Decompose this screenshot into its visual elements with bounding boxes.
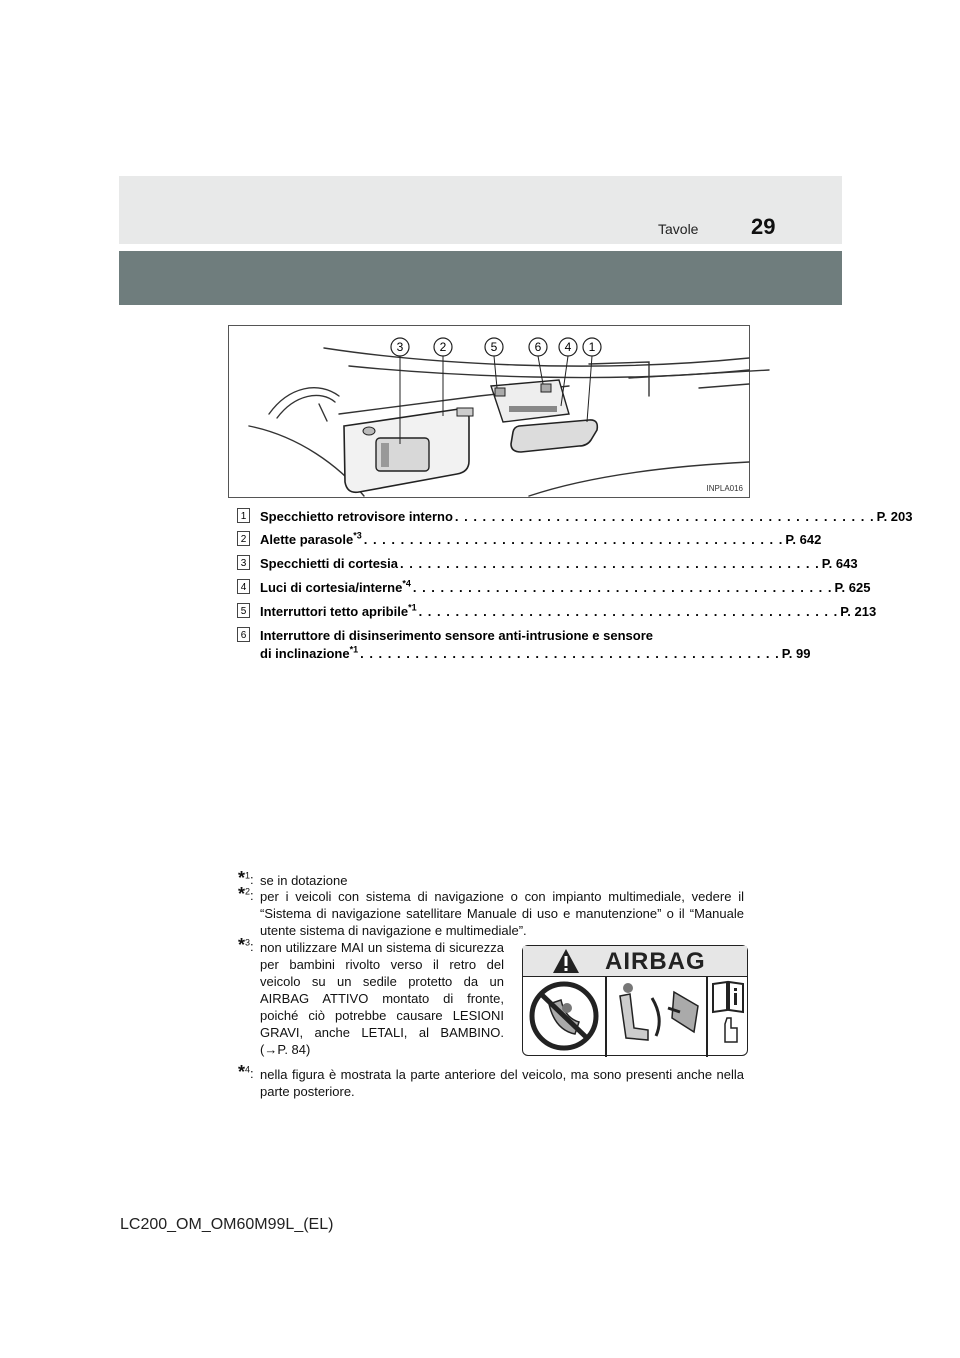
footnote-star: * — [238, 1062, 246, 1082]
header-top-bar — [119, 176, 842, 244]
footnote-text: se in dotazione — [260, 873, 348, 888]
item-label: Specchietto retrovisore interno — [260, 509, 453, 524]
item-label: Alette parasole — [260, 532, 354, 547]
page-number: 29 — [751, 214, 776, 239]
item-page-ref[interactable]: P. 625 — [834, 580, 871, 595]
footnote-star: * — [238, 884, 246, 904]
airbag-warning-label — [522, 945, 748, 1056]
roof-console-drawing — [229, 326, 749, 497]
callout-5: 5 — [490, 340, 498, 354]
item-page-ref[interactable]: P. 643 — [821, 556, 858, 571]
item-footnote-mark: *1 — [408, 602, 417, 613]
item-page-ref[interactable]: P. 99 — [781, 646, 811, 661]
item-page-ref[interactable]: P. 642 — [785, 532, 822, 547]
item-number: 2 — [237, 531, 250, 546]
interior-illustration — [228, 325, 750, 498]
item-page-ref[interactable]: P. 213 — [840, 604, 877, 619]
item-label: Interruttori tetto apribile — [260, 604, 409, 619]
item-footnote-mark: *1 — [349, 644, 359, 655]
footnote-number: 3 — [245, 937, 251, 948]
footnote-star: * — [238, 935, 246, 955]
callout-2: 2 — [439, 340, 447, 354]
section-title: Tavole — [658, 221, 699, 237]
item-number: 6 — [237, 627, 250, 642]
figure-code: INPLA016 — [706, 484, 743, 493]
item-page-ref[interactable]: P. 203 — [876, 509, 913, 524]
header-band — [119, 251, 842, 305]
item-label: Specchietti di cortesia — [260, 556, 398, 571]
footnote-text: non utilizzare MAI un sistema di sicurezza per bambini rivolto verso il retro del veicolo su un sedile protetto da un AIRBAG ATTIVO montato di fronte, poiché ciò potrebbe causare LESIONI GRAVI, anche LETALI, al BAMBINO. (→P. 84) — [260, 940, 504, 1057]
item-row: 6 Interruttore di disinserimento sensore anti-intrusione e sensore di inclinazione$^{*1}$ . . . . . . . . . . . . . . . . . . . . . . . . . . . . . . . . . . . . . . . . . . . . . . P. 99 — [237, 627, 727, 663]
item-number: 3 — [237, 555, 250, 570]
footnote-number: 4 — [245, 1064, 251, 1075]
airbag-seat-icon — [608, 978, 706, 1056]
item-label: Interruttore di disinserimento sensore anti-intrusione e sensore — [260, 628, 653, 643]
callout-3: 3 — [396, 340, 404, 354]
document-code: LC200_OM_OM60M99L_(EL) — [120, 1216, 334, 1233]
item-number: 1 — [237, 508, 250, 523]
item-number: 4 — [237, 579, 250, 594]
callout-1: 1 — [588, 340, 596, 354]
callout-4: 4 — [564, 340, 572, 354]
footnote-star: * — [238, 868, 246, 888]
manual-read-icon — [709, 978, 749, 1056]
item-footnote-mark: *3 — [353, 530, 362, 541]
footnote-text: nella figura è mostrata la parte anteriore del veicolo, ma sono presenti anche nella parte posteriore. — [260, 1067, 744, 1099]
no-rear-facing-seat-icon — [525, 978, 605, 1056]
callout-6: 6 — [534, 340, 542, 354]
airbag-title: AIRBAG — [605, 948, 706, 975]
item-number: 5 — [237, 603, 250, 618]
footnote-number: 2 — [245, 886, 251, 897]
footnote-text: per i veicoli con sistema di navigazione o con impianto multimediale, vedere il “Sistema di navigazione satellitare Manuale di uso e manutenzione” o il “Manuale utente sistema di navigazione e multimediale”. — [260, 889, 744, 938]
item-label: Luci di cortesia/interne — [260, 580, 403, 595]
warning-triangle-icon — [551, 947, 581, 975]
footnote-number: 1 — [245, 870, 251, 881]
item-footnote-mark: *4 — [402, 578, 411, 589]
item-label-cont: di inclinazione — [260, 646, 350, 661]
